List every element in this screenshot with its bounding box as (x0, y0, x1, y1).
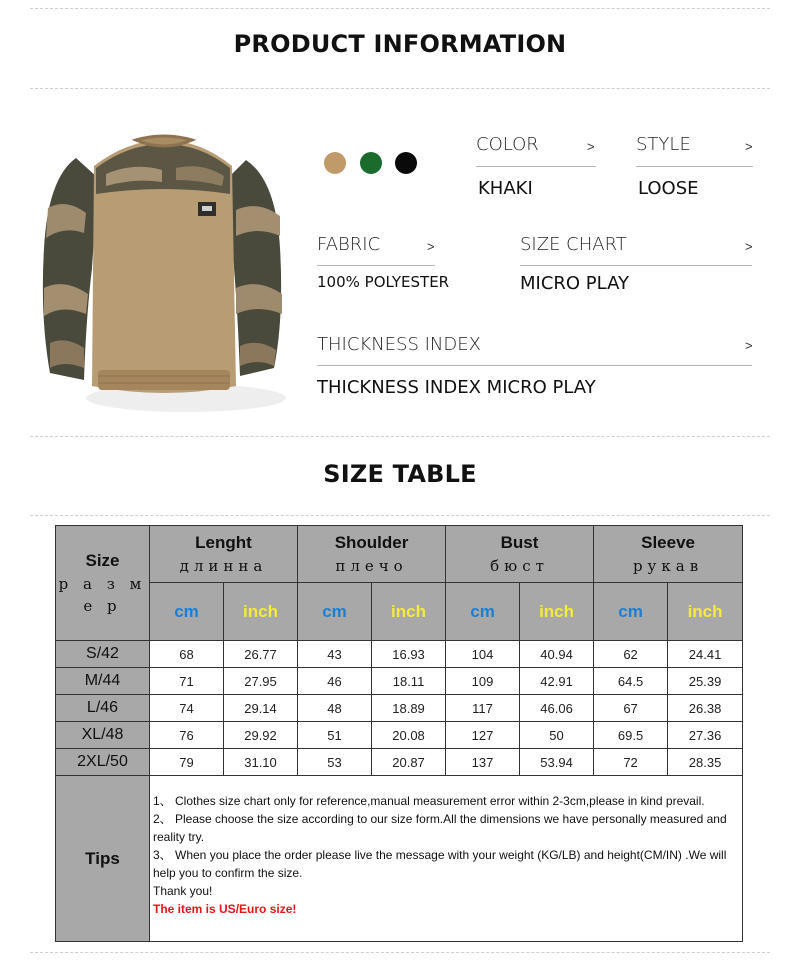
style-label: STYLE (636, 134, 691, 155)
length-cm-unit: cm (150, 583, 224, 641)
info-divider (30, 88, 770, 89)
fabric-label: FABRIC (317, 234, 381, 255)
tip-size-note: The item is US/Euro size! (153, 902, 297, 916)
value-cell: 16.93 (372, 641, 446, 668)
shoulder-inch-unit: inch (372, 583, 446, 641)
bust-header: Bust (500, 533, 539, 552)
value-cell: 29.14 (224, 695, 298, 722)
value-cell: 74 (150, 695, 224, 722)
shoulder-header-cell (298, 526, 446, 583)
top-divider (30, 8, 770, 9)
value-cell: 18.89 (372, 695, 446, 722)
thickness-arrow-icon: > (745, 338, 753, 353)
value-cell: 48 (298, 695, 372, 722)
value-cell: 109 (446, 668, 520, 695)
style-underline (636, 166, 753, 167)
value-cell: 69.5 (594, 722, 668, 749)
fabric-arrow-icon: > (427, 239, 435, 254)
size-chart-label: SIZE CHART (520, 234, 627, 255)
bust-header-ru: бюст (490, 557, 549, 575)
tips-content (150, 776, 743, 942)
length-inch-unit: inch (224, 583, 298, 641)
size-chart-arrow-icon: > (745, 239, 753, 254)
bust-inch-unit: inch (520, 583, 594, 641)
fabric-underline (317, 265, 435, 266)
size-cell: M/44 (56, 668, 150, 695)
value-cell: 42.91 (520, 668, 594, 695)
size-chart-underline (520, 265, 752, 266)
length-header-ru: длинна (179, 557, 268, 575)
value-cell: 53 (298, 749, 372, 776)
value-cell: 127 (446, 722, 520, 749)
bottom-divider (30, 952, 770, 953)
thickness-underline (317, 365, 752, 366)
value-cell: 20.08 (372, 722, 446, 749)
tips-label: Tips (56, 776, 150, 942)
value-cell: 27.95 (224, 668, 298, 695)
size-header-ru-line1: р а з м (58, 575, 147, 593)
value-cell: 51 (298, 722, 372, 749)
value-cell: 29.92 (224, 722, 298, 749)
tip-thanks: Thank you! (153, 884, 213, 898)
size-cell: XL/48 (56, 722, 150, 749)
size-chart-value: MICRO PLAY (520, 273, 630, 294)
table-row (56, 641, 743, 668)
value-cell: 68 (150, 641, 224, 668)
value-cell: 50 (520, 722, 594, 749)
shoulder-header: Shoulder (334, 533, 409, 552)
size-cell: 2XL/50 (56, 749, 150, 776)
size-table (55, 525, 743, 942)
style-value: LOOSE (638, 178, 699, 199)
table-row (56, 695, 743, 722)
value-cell: 53.94 (520, 749, 594, 776)
tip-1: 1、 Clothes size chart only for reference,manual measurement error within 2-3cm,please in kind prevail. (153, 794, 705, 808)
size-cell: L/46 (56, 695, 150, 722)
product-image (36, 118, 292, 418)
value-cell: 104 (446, 641, 520, 668)
value-cell: 76 (150, 722, 224, 749)
color-arrow-icon: > (587, 139, 595, 154)
table-row (56, 668, 743, 695)
sleeve-header-cell (594, 526, 743, 583)
value-cell: 137 (446, 749, 520, 776)
table-row (56, 722, 743, 749)
color-underline (476, 166, 596, 167)
info-bottom-divider (30, 436, 770, 437)
thickness-value: THICKNESS INDEX MICRO PLAY (317, 377, 596, 398)
length-header-cell (150, 526, 298, 583)
shoulder-header-ru: плечо (335, 557, 408, 575)
value-cell: 46 (298, 668, 372, 695)
color-swatch-black[interactable] (395, 152, 417, 174)
value-cell: 71 (150, 668, 224, 695)
value-cell: 72 (594, 749, 668, 776)
bust-header-cell (446, 526, 594, 583)
size-header-ru-line2: е р (83, 597, 122, 615)
color-swatch-khaki[interactable] (324, 152, 346, 174)
table-row (56, 749, 743, 776)
value-cell: 117 (446, 695, 520, 722)
value-cell: 31.10 (224, 749, 298, 776)
product-info-title: PRODUCT INFORMATION (233, 30, 567, 58)
color-label: COLOR (476, 134, 539, 155)
value-cell: 46.06 (520, 695, 594, 722)
value-cell: 18.11 (372, 668, 446, 695)
sleeve-inch-unit: inch (668, 583, 743, 641)
tip-3: 3、 When you place the order please live the message with your weight (KG/LB) and height(CM/IN) .We will help you to confirm the size. (153, 848, 727, 880)
value-cell: 62 (594, 641, 668, 668)
size-table-title: SIZE TABLE (323, 460, 477, 488)
fabric-value: 100% POLYESTER (317, 273, 450, 291)
length-header: Lenght (195, 533, 252, 552)
thickness-label: THICKNESS INDEX (317, 334, 481, 355)
value-cell: 64.5 (594, 668, 668, 695)
tip-2: 2、 Please choose the size according to our size form.All the dimensions we have personally measured and reality try. (153, 812, 727, 844)
sleeve-header-ru: рукав (632, 557, 704, 575)
color-swatch-green[interactable] (360, 152, 382, 174)
value-cell: 26.77 (224, 641, 298, 668)
value-cell: 79 (150, 749, 224, 776)
value-cell: 27.36 (668, 722, 743, 749)
color-value: KHAKI (478, 178, 533, 199)
value-cell: 67 (594, 695, 668, 722)
shoulder-cm-unit: cm (298, 583, 372, 641)
style-arrow-icon: > (745, 139, 753, 154)
size-header: Size (85, 551, 120, 570)
table-top-divider (30, 515, 770, 516)
sleeve-cm-unit: cm (594, 583, 668, 641)
bust-cm-unit: cm (446, 583, 520, 641)
value-cell: 25.39 (668, 668, 743, 695)
size-header-cell (56, 526, 150, 641)
value-cell: 24.41 (668, 641, 743, 668)
value-cell: 26.38 (668, 695, 743, 722)
value-cell: 43 (298, 641, 372, 668)
value-cell: 20.87 (372, 749, 446, 776)
value-cell: 28.35 (668, 749, 743, 776)
sleeve-header: Sleeve (641, 533, 695, 552)
value-cell: 40.94 (520, 641, 594, 668)
size-cell: S/42 (56, 641, 150, 668)
